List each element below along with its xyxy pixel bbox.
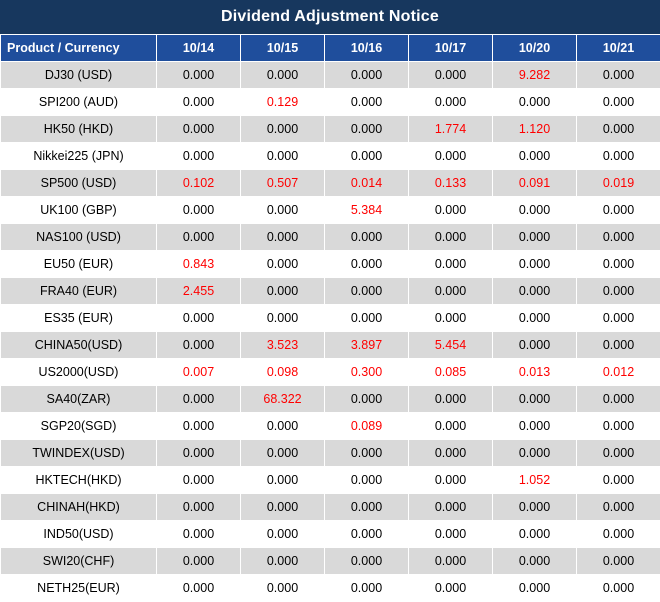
value-cell: 0.000 xyxy=(157,521,241,548)
value-cell: 0.000 xyxy=(325,278,409,305)
value-cell: 0.000 xyxy=(241,278,325,305)
value-cell: 0.000 xyxy=(157,305,241,332)
product-cell: US2000(USD) xyxy=(1,359,157,386)
table-row xyxy=(1,386,660,413)
value-cell: 0.000 xyxy=(493,494,577,521)
product-cell: HK50 (HKD) xyxy=(1,116,157,143)
product-cell: ES35 (EUR) xyxy=(1,305,157,332)
table-row xyxy=(1,494,660,521)
value-cell: 0.129 xyxy=(241,89,325,116)
product-cell: SWI20(CHF) xyxy=(1,548,157,575)
value-cell: 0.000 xyxy=(241,62,325,89)
value-cell: 0.000 xyxy=(157,413,241,440)
table-row xyxy=(1,548,660,575)
product-cell: EU50 (EUR) xyxy=(1,251,157,278)
product-cell: CHINA50(USD) xyxy=(1,332,157,359)
value-cell: 0.000 xyxy=(325,305,409,332)
product-cell: TWINDEX(USD) xyxy=(1,440,157,467)
value-cell: 0.000 xyxy=(493,89,577,116)
value-cell: 0.000 xyxy=(493,575,577,602)
value-cell: 0.000 xyxy=(409,89,493,116)
value-cell: 0.000 xyxy=(409,413,493,440)
value-cell: 0.000 xyxy=(409,143,493,170)
value-cell: 1.052 xyxy=(493,467,577,494)
value-cell: 0.000 xyxy=(493,548,577,575)
value-cell: 0.300 xyxy=(325,359,409,386)
product-cell: IND50(USD) xyxy=(1,521,157,548)
product-cell: Nikkei225 (JPN) xyxy=(1,143,157,170)
column-header-date-0: 10/14 xyxy=(157,35,241,62)
value-cell: 68.322 xyxy=(241,386,325,413)
value-cell: 0.000 xyxy=(157,440,241,467)
value-cell: 0.000 xyxy=(409,548,493,575)
page-title xyxy=(0,0,660,34)
value-cell: 0.000 xyxy=(409,251,493,278)
product-cell: SGP20(SGD) xyxy=(1,413,157,440)
page-title-text: Dividend Adjustment Notice xyxy=(221,8,439,26)
table-row xyxy=(1,224,660,251)
value-cell: 9.282 xyxy=(493,62,577,89)
table-row xyxy=(1,440,660,467)
value-cell: 0.000 xyxy=(577,197,660,224)
value-cell: 0.000 xyxy=(241,548,325,575)
product-cell: FRA40 (EUR) xyxy=(1,278,157,305)
table-row xyxy=(1,89,660,116)
value-cell: 0.507 xyxy=(241,170,325,197)
value-cell: 0.000 xyxy=(577,143,660,170)
column-header-date-4: 10/20 xyxy=(493,35,577,62)
value-cell: 0.000 xyxy=(325,494,409,521)
product-cell: SPI200 (AUD) xyxy=(1,89,157,116)
value-cell: 0.007 xyxy=(157,359,241,386)
dividend-table xyxy=(0,34,660,602)
value-cell: 0.843 xyxy=(157,251,241,278)
value-cell: 0.000 xyxy=(577,89,660,116)
value-cell: 0.000 xyxy=(241,197,325,224)
value-cell: 0.000 xyxy=(325,386,409,413)
value-cell: 0.000 xyxy=(325,89,409,116)
value-cell: 0.000 xyxy=(409,224,493,251)
value-cell: 0.000 xyxy=(493,278,577,305)
value-cell: 0.000 xyxy=(241,224,325,251)
value-cell: 0.000 xyxy=(577,332,660,359)
product-cell: UK100 (GBP) xyxy=(1,197,157,224)
value-cell: 0.000 xyxy=(325,521,409,548)
value-cell: 0.000 xyxy=(157,89,241,116)
value-cell: 0.000 xyxy=(325,467,409,494)
value-cell: 0.000 xyxy=(409,197,493,224)
value-cell: 0.000 xyxy=(409,575,493,602)
value-cell: 0.000 xyxy=(493,251,577,278)
product-cell: NAS100 (USD) xyxy=(1,224,157,251)
value-cell: 0.000 xyxy=(241,440,325,467)
column-header-date-1: 10/15 xyxy=(241,35,325,62)
value-cell: 0.000 xyxy=(157,332,241,359)
value-cell: 0.000 xyxy=(493,440,577,467)
value-cell: 0.000 xyxy=(577,224,660,251)
table-row xyxy=(1,467,660,494)
value-cell: 0.000 xyxy=(325,224,409,251)
value-cell: 0.000 xyxy=(325,440,409,467)
value-cell: 0.000 xyxy=(577,548,660,575)
value-cell: 0.000 xyxy=(157,548,241,575)
value-cell: 0.019 xyxy=(577,170,660,197)
value-cell: 0.098 xyxy=(241,359,325,386)
value-cell: 0.000 xyxy=(409,494,493,521)
value-cell: 0.000 xyxy=(157,224,241,251)
value-cell: 0.000 xyxy=(577,386,660,413)
value-cell: 0.000 xyxy=(493,224,577,251)
value-cell: 0.000 xyxy=(493,413,577,440)
column-header-date-5: 10/21 xyxy=(577,35,660,62)
value-cell: 0.000 xyxy=(577,521,660,548)
value-cell: 1.120 xyxy=(493,116,577,143)
value-cell: 0.014 xyxy=(325,170,409,197)
value-cell: 0.102 xyxy=(157,170,241,197)
value-cell: 0.000 xyxy=(577,413,660,440)
value-cell: 0.000 xyxy=(493,197,577,224)
value-cell: 0.000 xyxy=(325,62,409,89)
value-cell: 0.000 xyxy=(409,386,493,413)
value-cell: 0.000 xyxy=(325,548,409,575)
value-cell: 0.000 xyxy=(409,278,493,305)
value-cell: 3.897 xyxy=(325,332,409,359)
value-cell: 0.000 xyxy=(157,62,241,89)
table-row xyxy=(1,332,660,359)
value-cell: 0.000 xyxy=(577,62,660,89)
value-cell: 0.000 xyxy=(577,116,660,143)
header-row xyxy=(1,35,660,62)
table-row xyxy=(1,359,660,386)
value-cell: 0.000 xyxy=(409,440,493,467)
value-cell: 0.091 xyxy=(493,170,577,197)
value-cell: 0.000 xyxy=(325,251,409,278)
value-cell: 0.000 xyxy=(241,305,325,332)
value-cell: 0.000 xyxy=(409,467,493,494)
value-cell: 0.000 xyxy=(577,494,660,521)
value-cell: 0.000 xyxy=(157,467,241,494)
table-row xyxy=(1,251,660,278)
table-row xyxy=(1,413,660,440)
value-cell: 0.000 xyxy=(493,521,577,548)
value-cell: 0.000 xyxy=(577,251,660,278)
value-cell: 0.000 xyxy=(157,143,241,170)
column-header-date-2: 10/16 xyxy=(325,35,409,62)
value-cell: 0.000 xyxy=(409,62,493,89)
value-cell: 0.000 xyxy=(241,143,325,170)
value-cell: 0.000 xyxy=(409,521,493,548)
value-cell: 0.000 xyxy=(157,575,241,602)
value-cell: 0.000 xyxy=(157,197,241,224)
value-cell: 2.455 xyxy=(157,278,241,305)
table-row xyxy=(1,197,660,224)
value-cell: 0.000 xyxy=(241,251,325,278)
value-cell: 5.454 xyxy=(409,332,493,359)
product-cell: CHINAH(HKD) xyxy=(1,494,157,521)
value-cell: 0.000 xyxy=(241,575,325,602)
table-body xyxy=(1,62,660,602)
table-row xyxy=(1,521,660,548)
value-cell: 5.384 xyxy=(325,197,409,224)
value-cell: 0.000 xyxy=(493,305,577,332)
value-cell: 0.000 xyxy=(577,440,660,467)
value-cell: 0.000 xyxy=(157,386,241,413)
table-row xyxy=(1,143,660,170)
value-cell: 0.000 xyxy=(577,467,660,494)
value-cell: 0.085 xyxy=(409,359,493,386)
table-row xyxy=(1,575,660,602)
value-cell: 0.012 xyxy=(577,359,660,386)
table-row xyxy=(1,305,660,332)
value-cell: 0.000 xyxy=(577,278,660,305)
value-cell: 1.774 xyxy=(409,116,493,143)
value-cell: 0.089 xyxy=(325,413,409,440)
value-cell: 0.000 xyxy=(241,116,325,143)
value-cell: 0.000 xyxy=(577,575,660,602)
product-cell: SA40(ZAR) xyxy=(1,386,157,413)
table-row xyxy=(1,170,660,197)
value-cell: 0.000 xyxy=(241,494,325,521)
value-cell: 0.000 xyxy=(157,116,241,143)
value-cell: 0.133 xyxy=(409,170,493,197)
value-cell: 0.000 xyxy=(241,467,325,494)
value-cell: 0.000 xyxy=(325,143,409,170)
value-cell: 3.523 xyxy=(241,332,325,359)
value-cell: 0.000 xyxy=(325,116,409,143)
table-header xyxy=(1,35,660,62)
value-cell: 0.000 xyxy=(241,521,325,548)
table-row xyxy=(1,116,660,143)
product-cell: DJ30 (USD) xyxy=(1,62,157,89)
product-cell: HKTECH(HKD) xyxy=(1,467,157,494)
product-cell: NETH25(EUR) xyxy=(1,575,157,602)
value-cell: 0.013 xyxy=(493,359,577,386)
table-row xyxy=(1,278,660,305)
value-cell: 0.000 xyxy=(241,413,325,440)
column-header-product: Product / Currency xyxy=(1,35,157,62)
value-cell: 0.000 xyxy=(325,575,409,602)
product-cell: SP500 (USD) xyxy=(1,170,157,197)
table-row xyxy=(1,62,660,89)
value-cell: 0.000 xyxy=(409,305,493,332)
value-cell: 0.000 xyxy=(493,386,577,413)
value-cell: 0.000 xyxy=(577,305,660,332)
column-header-date-3: 10/17 xyxy=(409,35,493,62)
value-cell: 0.000 xyxy=(157,494,241,521)
value-cell: 0.000 xyxy=(493,143,577,170)
value-cell: 0.000 xyxy=(493,332,577,359)
